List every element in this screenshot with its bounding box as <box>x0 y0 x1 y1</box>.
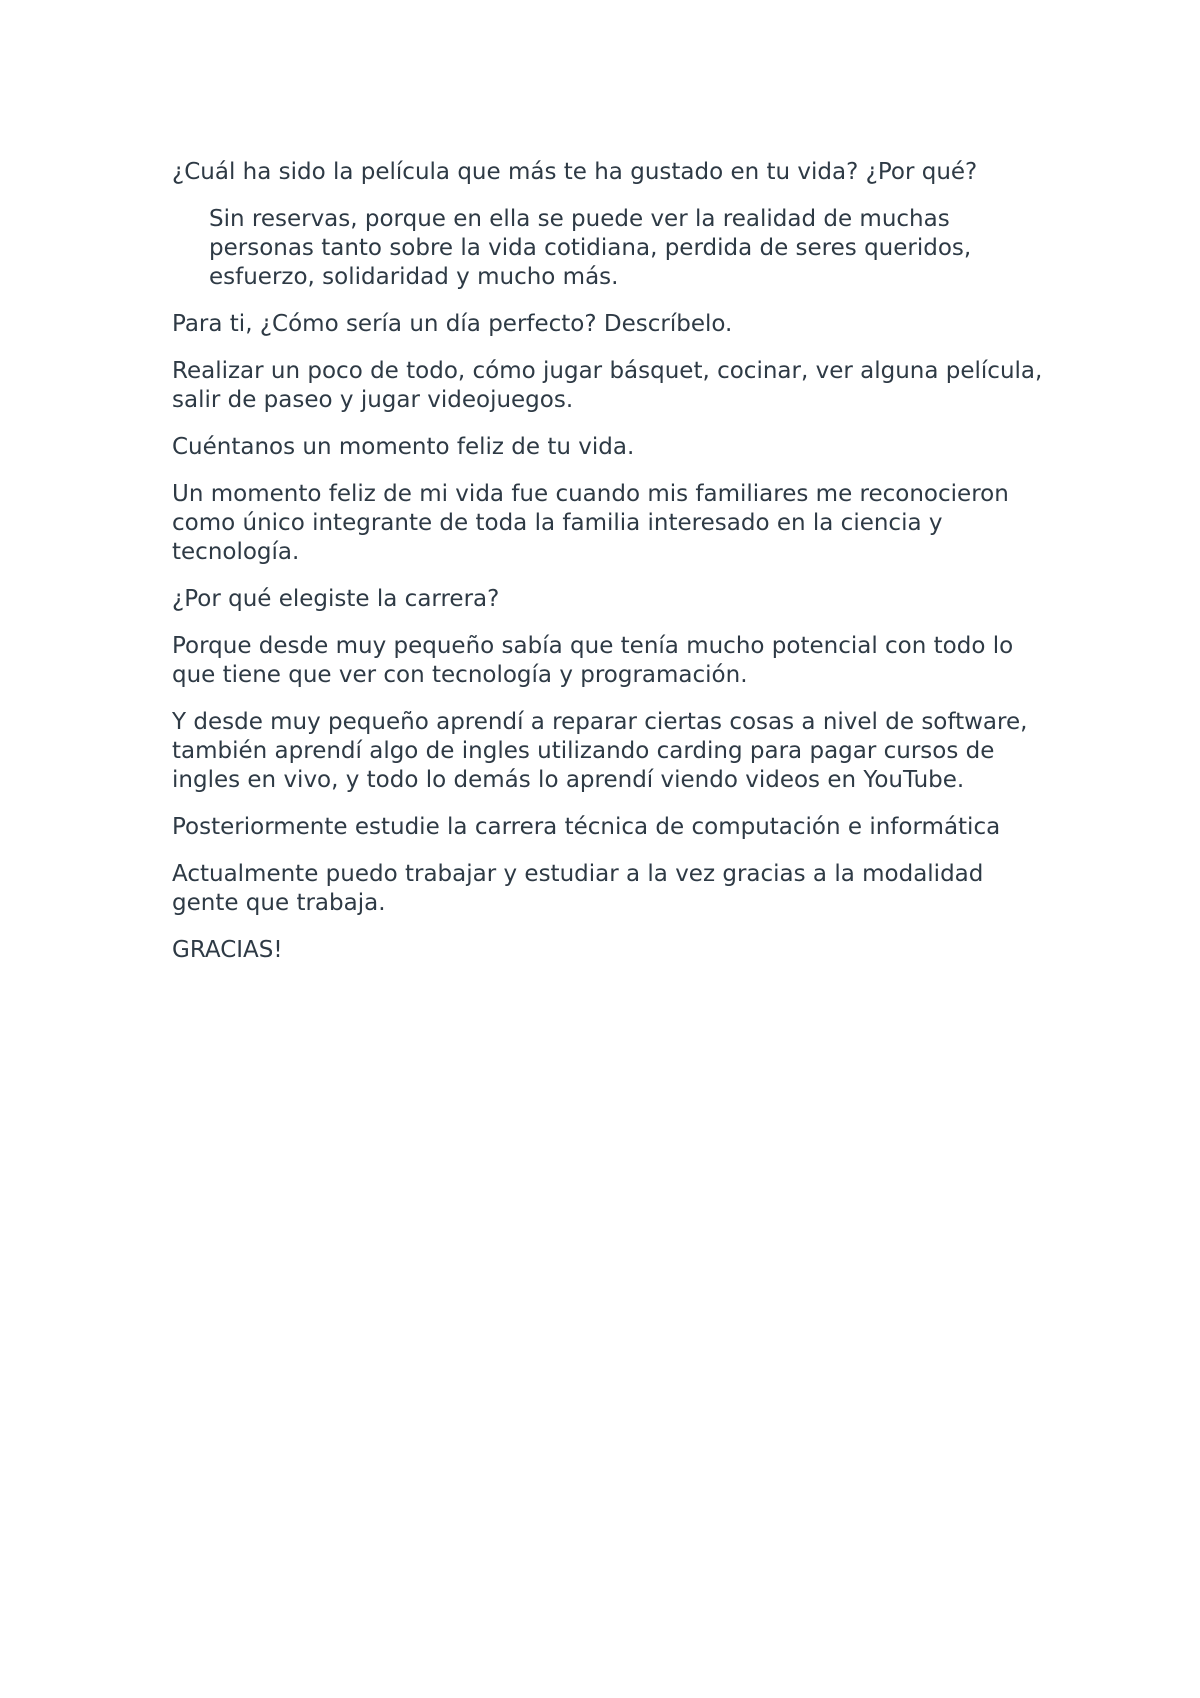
answer-career-choice: Porque desde muy pequeño sabía que tenía mucho potencial con todo lo que tiene que ver con tecnología y programación. <box>172 633 1014 688</box>
closing-thanks: GRACIAS! <box>172 937 283 963</box>
answer-happy-moment: Un momento feliz de mi vida fue cuando mis familiares me reconocieron como único integrante de toda la familia interesado en la ciencia y tecnología. <box>172 481 1009 565</box>
paragraph-work-and-study: Actualmente puedo trabajar y estudiar a la vez gracias a la modalidad gente que trabaja. <box>172 861 984 916</box>
question-perfect-day: Para ti, ¿Cómo sería un día perfecto? Descríbelo. <box>172 311 733 337</box>
question-career-choice: ¿Por qué elegiste la carrera? <box>172 586 500 612</box>
paragraph-self-learning: Y desde muy pequeño aprendí a reparar ciertas cosas a nivel de software, también aprendí algo de ingles utilizando carding para pagar cursos de ingles en vivo, y todo lo demás lo aprendí viendo videos en YouTube. <box>172 709 1028 793</box>
answer-favorite-movie: Sin reservas, porque en ella se puede ver la realidad de muchas personas tanto sobre la vida cotidiana, perdida de seres queridos, esfuerzo, solidaridad y mucho más. <box>209 206 972 290</box>
question-happy-moment: Cuéntanos un momento feliz de tu vida. <box>172 434 635 460</box>
document-page <box>172 158 1052 983</box>
question-favorite-movie: ¿Cuál ha sido la película que más te ha gustado en tu vida? ¿Por qué? <box>172 159 978 185</box>
paragraph-technical-studies: Posteriormente estudie la carrera técnica de computación e informática <box>172 814 1001 840</box>
answer-perfect-day: Realizar un poco de todo, cómo jugar básquet, cocinar, ver alguna película, salir de paseo y jugar videojuegos. <box>172 358 1043 413</box>
